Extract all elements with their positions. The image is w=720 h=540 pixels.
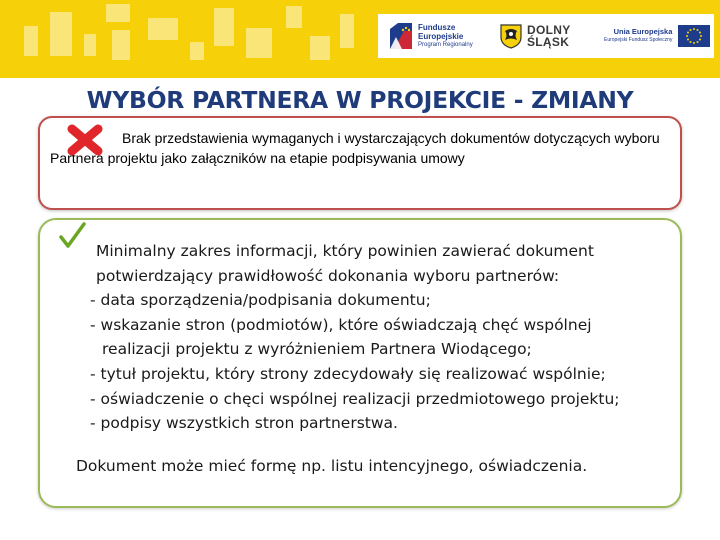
positive-box bbox=[38, 218, 682, 508]
negative-box bbox=[38, 116, 682, 210]
dolny-slask-logo bbox=[500, 14, 571, 58]
region-logo-line2: ŚLĄSK bbox=[527, 35, 570, 49]
decorative-shape bbox=[112, 30, 130, 60]
requirement-item: - wskazanie stron (podmiotów), które oświadczają chęć wspólnej bbox=[90, 315, 592, 334]
positive-intro-line2: potwierdzający prawidłowość dokonania wyboru partnerów: bbox=[96, 266, 560, 285]
decorative-shape bbox=[286, 6, 302, 28]
eu-logo bbox=[604, 14, 710, 58]
logo-bar bbox=[378, 14, 714, 58]
positive-intro-line1: Minimalny zakres informacji, który powinien zawierać dokument bbox=[96, 242, 594, 260]
requirement-item: - oświadczenie o chęci wspólnej realizacji przedmiotowego projektu; bbox=[90, 389, 620, 408]
red-x-icon bbox=[66, 124, 104, 156]
decorative-shape bbox=[84, 34, 96, 56]
negative-text: Brak przedstawienia wymaganych i wystarczających dokumentów dotyczących wyboru Partnera projektu jako załączników na etapie podpisywania umowy bbox=[50, 130, 660, 166]
decorative-shape bbox=[106, 4, 130, 22]
eu-flag-icon bbox=[678, 25, 710, 47]
decorative-shape bbox=[24, 26, 38, 56]
slide-title: WYBÓR PARTNERA W PROJEKCIE - ZMIANY bbox=[86, 86, 634, 114]
requirement-item: - podpisy wszystkich stron partnerstwa. bbox=[90, 414, 398, 433]
header-band bbox=[0, 0, 720, 78]
funds-logo-line3: Program Regionalny bbox=[418, 41, 473, 48]
decorative-shape bbox=[214, 8, 234, 46]
requirement-item: - data sporządzenia/podpisania dokumentu; bbox=[90, 291, 431, 310]
eu-logo-line1: Unia Europejska bbox=[613, 27, 673, 36]
funds-logo-line2: Europejskie bbox=[418, 31, 464, 41]
positive-content bbox=[76, 239, 668, 478]
decorative-shape bbox=[50, 12, 72, 56]
dolny-slask-crest-icon bbox=[500, 23, 522, 49]
decorative-shape bbox=[190, 42, 204, 60]
positive-footer: Dokument może mieć formę np. listu intencyjnego, oświadczenia. bbox=[76, 456, 588, 475]
fundusze-europejskie-logo bbox=[390, 14, 473, 58]
green-check-icon bbox=[58, 222, 86, 250]
decorative-shape bbox=[246, 28, 272, 58]
fundusze-europejskie-icon bbox=[390, 23, 412, 49]
region-logo-line1: DOLNY bbox=[527, 23, 571, 37]
decorative-shape bbox=[340, 14, 354, 48]
decorative-shape bbox=[310, 36, 330, 60]
decorative-shape bbox=[148, 18, 178, 40]
eu-logo-line2: Europejski Fundusz Społeczny bbox=[604, 37, 673, 43]
requirement-item-continuation: realizacji projektu z wyróżnieniem Partnera Wiodącego; bbox=[102, 340, 532, 359]
funds-logo-line1: Fundusze bbox=[418, 22, 456, 32]
requirement-item: - tytuł projektu, który strony zdecydowały się realizować wspólnie; bbox=[90, 364, 606, 383]
